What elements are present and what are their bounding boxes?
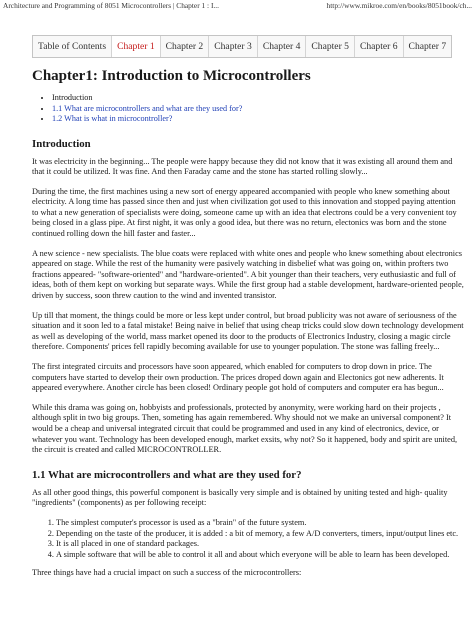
intro-heading: Introduction: [32, 137, 91, 150]
page-title: Chapter1: Introduction to Microcontrollers: [32, 68, 311, 84]
section-1-1-heading: 1.1 What are microcontrollers and what are they used for?: [32, 468, 302, 481]
toc-link-1-1[interactable]: 1.1 What are microcontrollers and what are they used for?: [52, 103, 243, 113]
tab-chapter-2[interactable]: Chapter 2: [161, 36, 210, 57]
chapter-content: [32, 63, 464, 588]
tab-table-of-contents[interactable]: Table of Contents: [33, 36, 112, 57]
chapter-tabs: [32, 35, 452, 58]
toc-link-1-2[interactable]: 1.2 What is what in microcontroller?: [52, 114, 173, 123]
toc-item-1-1: [52, 104, 464, 115]
print-header: [0, 0, 474, 11]
list-item: 4. A simple software that will be able to control it all and about which everyone will be able to learn has been developed.: [56, 550, 464, 561]
section-toc: [32, 93, 464, 125]
list-item: 1. The simplest computer's processor is used as a "brain" of the future system.: [56, 518, 464, 529]
section-1-1-paragraph: As all other good things, this powerful component is basically very simple and is obtained by uniting tested and high- quality "ingredients" (components) as per following receipt:: [32, 487, 448, 508]
intro-paragraph: During the time, the first machines using a new sort of energy appeared accompanied with people who knew something about electricity. A long time has passed since then and just when civilization got used to this innovation and stopped paying attention to what a new generation of specialists were doing, someone came up with an idea that electrons could be a very convenient toy being closed in a glass pipe. At first night, it was only a good idea, but there was no return, electonics was born and the stone continued rolling down the hill faster and faster...: [32, 186, 457, 239]
ingredient-list: [32, 518, 464, 560]
intro-paragraph: While this drama was going on, hobbyists and professionals, protected by anonymity, were working hard on their projects , although split in two big groups. Then, someting has again remembered. Why should not we make an universal component? It would be a cheap and universal integrated circuit that could be programmed and used in any kind of electronics, device, or whatever you want. Technology has been developed enough, market exsits, why not? So it happened, body and spirit are united, the circuit is created and called MICROCONTROLLER.: [32, 402, 458, 455]
intro-paragraph: Up till that moment, the things could be more or less kept under control, but broad publicity was not aware of seriousness of the situation and it soon led to a fatal mistake! Being naive in belief that using cheap tricks could slow down technology development as well as developing of the world, mass market opened its door to the products of Electronics Industry, closing a magic circle therefore. Components' prices fell rapidly becoming available for use to younger population. The stone was falling freely...: [32, 310, 464, 352]
intro-paragraph: A new science - new specialists. The blue coats were replaced with white ones and people who knew something about electronics appeared on stage. While the rest of the humanity were pasively watching in disbelief what was going on, within profters two fractions appeared- "software-oriented" and "hardware-oriented". A bit younger than their teachers, very euthusiastic and full of ideas, both of them kept on working but separate ways. While the first group had a stable development, hardware-oriented people, driven by success, soon threw caution to the wind and invented transistor.: [32, 248, 464, 301]
tab-chapter-7[interactable]: Chapter 7: [408, 41, 447, 52]
section-1-1-closing: Three things have had a crucial impact on such a success of the microcontrollers:: [32, 568, 302, 578]
tab-chapter-1[interactable]: Chapter 1: [112, 36, 161, 57]
print-header-title: Architecture and Programming of 8051 Microcontrollers | Chapter 1 : I...: [3, 1, 219, 10]
toc-item-1-2: [52, 114, 464, 125]
tab-chapter-5[interactable]: Chapter 5: [306, 36, 355, 57]
tab-chapter-6[interactable]: Chapter 6: [355, 36, 404, 57]
intro-paragraph: It was electricity in the beginning... The people were happy because they did not know that it was existing all around them and that it could be utilized. It was fine. And then Faraday came and the stone has started rolling slowly...: [32, 156, 453, 177]
print-header-url: http://www.mikroe.com/en/books/8051book/ch...: [326, 1, 472, 10]
tab-chapter-4[interactable]: Chapter 4: [258, 36, 307, 57]
intro-paragraph: The first integrated circuits and processors have soon appeared, which enabled for computers to drop down in price. The computers have started to develop their own production. The prices droped down again and Electonics got new adherents. It appeared everywhere. Another circle has been closed! Ordinary people got hold of computers and computer era has begun...: [32, 362, 444, 393]
tab-chapter-3[interactable]: Chapter 3: [209, 36, 258, 57]
toc-item-introduction: • Introduction: [52, 93, 464, 104]
list-item: 3. It is all placed in one of standard packages.: [56, 539, 464, 550]
list-item: 2. Depending on the taste of the producer, it is added : a bit of memory, a few A/D converters, timers, input/output lines etc.: [56, 529, 464, 540]
